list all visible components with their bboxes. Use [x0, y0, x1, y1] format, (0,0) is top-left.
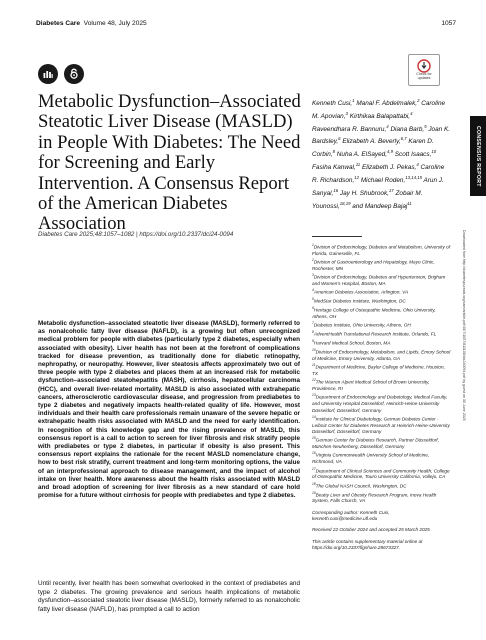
affiliation-text: AdventHealth Translational Research Institute, Orlando, FL — [313, 331, 437, 337]
body-paragraph: Until recently, liver health has been somewhat overlooked in the context of prediabetes and type 2 diabetes. The growing prevalence and serious health implications of metabolic dysfunction–associated steatotic liver disease (MASLD), formerly referred to as nonalcoholic fatty liver disease (NAFLD), has prompted a call to action — [38, 580, 300, 614]
affiliation-number: 15 — [312, 436, 316, 441]
creative-commons-icon[interactable] — [38, 64, 58, 84]
affiliation-number: 3 — [312, 273, 314, 278]
affiliation-item — [312, 296, 452, 305]
affiliation-text: Division of Gastroenterology and Hepatology, Mayo Clinic, Rochester, MN — [312, 259, 435, 272]
affiliation-number: 6 — [312, 306, 314, 311]
author-affiliation-ref: 11 — [407, 200, 412, 206]
affiliation-text: The Warren Alpert Medical School of Brown University, Providence, RI — [312, 379, 430, 392]
author-affiliation-ref: 4 — [386, 123, 389, 129]
author-name: Jay H. Shubrook, — [339, 189, 389, 197]
affiliation-number: 14 — [312, 414, 316, 419]
affiliation-item — [312, 272, 452, 287]
affiliation-item — [312, 481, 452, 490]
author-affiliation-ref: 1 — [352, 98, 355, 103]
affiliation-item — [312, 450, 452, 465]
affiliation-item — [312, 287, 452, 296]
check-updates-line1: Check for — [416, 72, 432, 77]
affiliation-number: 5 — [312, 297, 314, 302]
affiliation-number: 9 — [312, 339, 314, 344]
corresponding-author: Corresponding author: Kenneth Cusi, kenneth.cusi@medicine.ufl.edu — [312, 509, 390, 522]
affiliation-text: Department of Endocrinology and Diabetology, Medical Faculty, and University Hospital Düsseldorf, Heinrich-Heine-University Düsseldorf, Düsseldorf, Germany — [312, 394, 448, 413]
affiliation-text: Department of Medicine, Baylor College of Medicine, Houston, TX — [312, 364, 445, 376]
received-dates: Received 22 October 2024 and accepted 25 March 2025 — [312, 527, 430, 533]
author-name: Diana Barb, — [390, 125, 425, 133]
author-affiliation-ref: 16 — [333, 187, 339, 193]
download-notice: Downloaded from http://diabetesjournals.org/care/article-pdf/48/7/1057/811108/dci240094.pdf by guest on 30 June 2025 — [462, 230, 466, 421]
affiliation-item — [312, 347, 452, 362]
open-access-icons — [38, 64, 84, 84]
affiliation-text: Beatty Liver and Obesity Research Program, Inova Health System, Falls Church, VA — [312, 492, 437, 504]
check-updates-icon — [417, 59, 431, 73]
journal-name: Diabetes Care — [36, 20, 80, 27]
author-name: Elizabeth A. Beverly, — [342, 138, 401, 146]
affiliation-item — [312, 338, 452, 347]
affiliation-list — [312, 242, 452, 505]
author-name: Manal F. Abdelmalek, — [356, 100, 418, 108]
author-affiliation-ref: 3 — [345, 110, 348, 116]
affiliation-text: The Global NASH Council, Washington, DC — [315, 483, 407, 489]
author-affiliation-ref: 5 — [424, 123, 427, 129]
author-name: Karen D. Corbin, — [312, 138, 434, 159]
affiliation-text: Virginia Commonwealth University School of Medicine, Richmond, VA — [312, 453, 430, 465]
author-affiliation-ref: 6,7 — [400, 136, 407, 142]
abstract: Metabolic dysfunction–associated steatotic liver disease (MASLD), formerly referred to as nonalcoholic fatty liver disease (NAFLD), is a growing but often unrecognized medical problem for people with diabetes (particularly type 2 diabetes, especially when associated with obesity). Liver health has not been at the forefront of complications tracked for disease prevention, as traditionally done for diabetic retinopathy, nephropathy, or neuropathy. However, liver steatosis affects approximately two out of three people with type 2 diabetes and places them at an increased risk for metabolic dysfunction–associated steatohepatitis (MASH), cirrhosis, hepatocellular carcinoma (HCC), and overall liver-related mortality. MASLD is also associated with extrahepatic cancers, atherosclerotic cardiovascular disease, and progression from prediabetes to type 2 diabetes and negatively impacts health-related quality of life. However, most individuals and their health care professionals remain unaware of the severe hepatic or extrahepatic health risks associated with MASLD and the need for early identification. In recognition of this knowledge gap and the rising prevalence of MASLD, this consensus report is a call to action to screen for liver fibrosis and risk stratify people with prediabetes or type 2 diabetes, in particular if obesity is also present. This consensus report explains the rationale for the recent MASLD nomenclature change, how to best risk stratify, current treatment and long-term monitoring options, the value of an interprofessional approach to disease management, and the impact of alcohol intake on liver health. More awareness about the health risks associated with MASLD and broad adoption of screening for liver fibrosis as a new standard of care hold promise for a future without cirrhosis for people with prediabetes and type 2 diabetes. — [38, 320, 300, 500]
author-affiliation-ref: 8 — [332, 149, 335, 155]
article-title: Metabolic Dysfunction–Associated Steatotic Liver Disease (MASLD) in People With Diabetes: The Need for Screening and Early Intervention. A Consensus Report of the American Diabetes Association — [38, 91, 301, 235]
affiliation-item — [312, 320, 452, 329]
author-affiliation-ref: 4 — [416, 162, 419, 168]
open-access-icon[interactable] — [64, 64, 84, 84]
affiliation-item — [312, 466, 452, 481]
affiliation-number: 16 — [312, 451, 316, 456]
author-affiliation-ref: 13,14,15 — [405, 174, 422, 180]
affiliation-text: Division of Endocrinology, Diabetes and Hypertension, Brigham and Women's Hospital, Boston, MA — [312, 274, 446, 287]
affiliation-text: Division of Endocrinology, Metabolism, and Lipids, Emory School of Medicine, Emory University, Atlanta, GA — [312, 349, 451, 361]
affiliation-number: 13 — [312, 393, 316, 398]
author-name: Zobair M. Younossi, — [312, 189, 423, 210]
affiliation-text: Diabetes Institute, Ohio University, Athens, OH — [313, 322, 411, 328]
affiliation-item — [312, 305, 452, 320]
author-name: Joan K. Bardsley, — [312, 125, 451, 146]
affiliation-item — [312, 490, 452, 505]
author-list — [312, 96, 452, 211]
affiliation-number: 12 — [312, 378, 316, 383]
affiliation-item — [312, 242, 452, 257]
author-affiliation-ref: 18,19 — [339, 200, 351, 206]
affiliation-item — [312, 435, 452, 450]
affiliation-text: MedStar Diabetes Institute, Washington, DC — [313, 298, 406, 304]
author-name: Elizabeth J. Pekas, — [361, 164, 417, 172]
author-name: Caroline R. Richardson, — [312, 164, 445, 185]
affiliation-number: 17 — [312, 466, 316, 471]
affiliation-number: 19 — [312, 490, 316, 495]
article-type-tab — [470, 116, 486, 196]
affiliation-number: 11 — [312, 363, 316, 368]
supplementary-note: This article contains supplementary material online at https://doi.org/10.2337/figshare.28673327. — [312, 538, 423, 550]
affiliation-number: 18 — [312, 481, 316, 486]
affiliation-item — [312, 377, 452, 392]
author-name: Kirthikaa Balapattabi, — [349, 112, 411, 120]
affiliations-divider — [312, 236, 362, 237]
author-affiliation-ref: 12 — [354, 174, 360, 180]
author-affiliation-ref: 6 — [338, 136, 341, 142]
affiliations — [312, 242, 452, 551]
affiliation-number: 4 — [312, 288, 314, 293]
journal-volume: Volume 48, July 2025 — [83, 20, 147, 27]
page-number: 1057 — [441, 20, 456, 27]
author-affiliation-ref: 2 — [417, 98, 420, 103]
affiliation-text: German Center for Diabetes Research, Partner Düsseldorf, München-Neuherberg, Düsseldorf, Germany — [312, 437, 439, 450]
affiliation-number: 2 — [312, 258, 314, 263]
running-header — [36, 20, 456, 27]
affiliation-number: 10 — [312, 347, 316, 352]
affiliation-text: Harvard Medical School, Boston, MA — [313, 340, 391, 346]
author-affiliation-ref: 10 — [431, 149, 437, 155]
author-name: Scott Isaacs, — [394, 151, 432, 159]
author-name: Nuha A. ElSayed, — [336, 151, 387, 159]
article-type-label: CONSENSUS REPORT — [475, 125, 481, 187]
affiliation-item — [312, 362, 452, 377]
author-affiliation-ref: 4,9 — [387, 149, 393, 155]
author-name: Caroline M. Apovian, — [312, 100, 446, 120]
author-affiliation-ref: 17 — [388, 187, 394, 193]
author-name: Michael Roden, — [360, 177, 406, 185]
author-name: Fasiha Kanwal, — [312, 164, 356, 172]
affiliation-text: Division of Endocrinology, Diabetes and Metabolism, University of Florida, Gainesville, FL — [312, 244, 451, 256]
author-name: and — [352, 202, 363, 210]
affiliation-number: 8 — [312, 330, 314, 335]
author-name: Raveendhara R. Bannuru, — [312, 125, 387, 133]
author-affiliation-ref: 11 — [355, 162, 361, 168]
author-name: Mandeep Bajaj — [364, 202, 408, 210]
affiliation-number: 1 — [312, 243, 314, 247]
article-citation[interactable]: Diabetes Care 2025;48:1057–1082 | https://doi.org/10.2337/dci24-0094 — [38, 231, 234, 238]
affiliation-item — [312, 257, 452, 272]
affiliation-text: Heritage College of Osteopathic Medicine, Ohio University, Athens, OH — [312, 307, 436, 320]
affiliation-item — [312, 392, 452, 413]
author-name: Kenneth Cusi, — [312, 100, 353, 108]
check-updates-line2: updates — [417, 76, 431, 80]
author-affiliation-ref: 4 — [410, 110, 413, 116]
check-for-updates-badge[interactable] — [408, 54, 440, 86]
author-name: Arun J. Sanyal, — [312, 177, 444, 197]
affiliation-number: 7 — [312, 321, 314, 326]
affiliation-text: Department of Clinical Sciences and Community Health, College of Osteopathic Medicine, Touro University California, Vallejo, CA — [312, 468, 450, 480]
affiliation-text: Institute for Clinical Diabetology, German Diabetes Center - Leibniz Center for Diabetes Research at Heinrich-Heine-University Düsseldorf, Düsseldorf, Germany — [312, 416, 450, 434]
affiliation-text: American Diabetes Association, Arlington, VA — [313, 290, 409, 296]
affiliation-item — [312, 414, 452, 435]
affiliation-item — [312, 329, 452, 338]
